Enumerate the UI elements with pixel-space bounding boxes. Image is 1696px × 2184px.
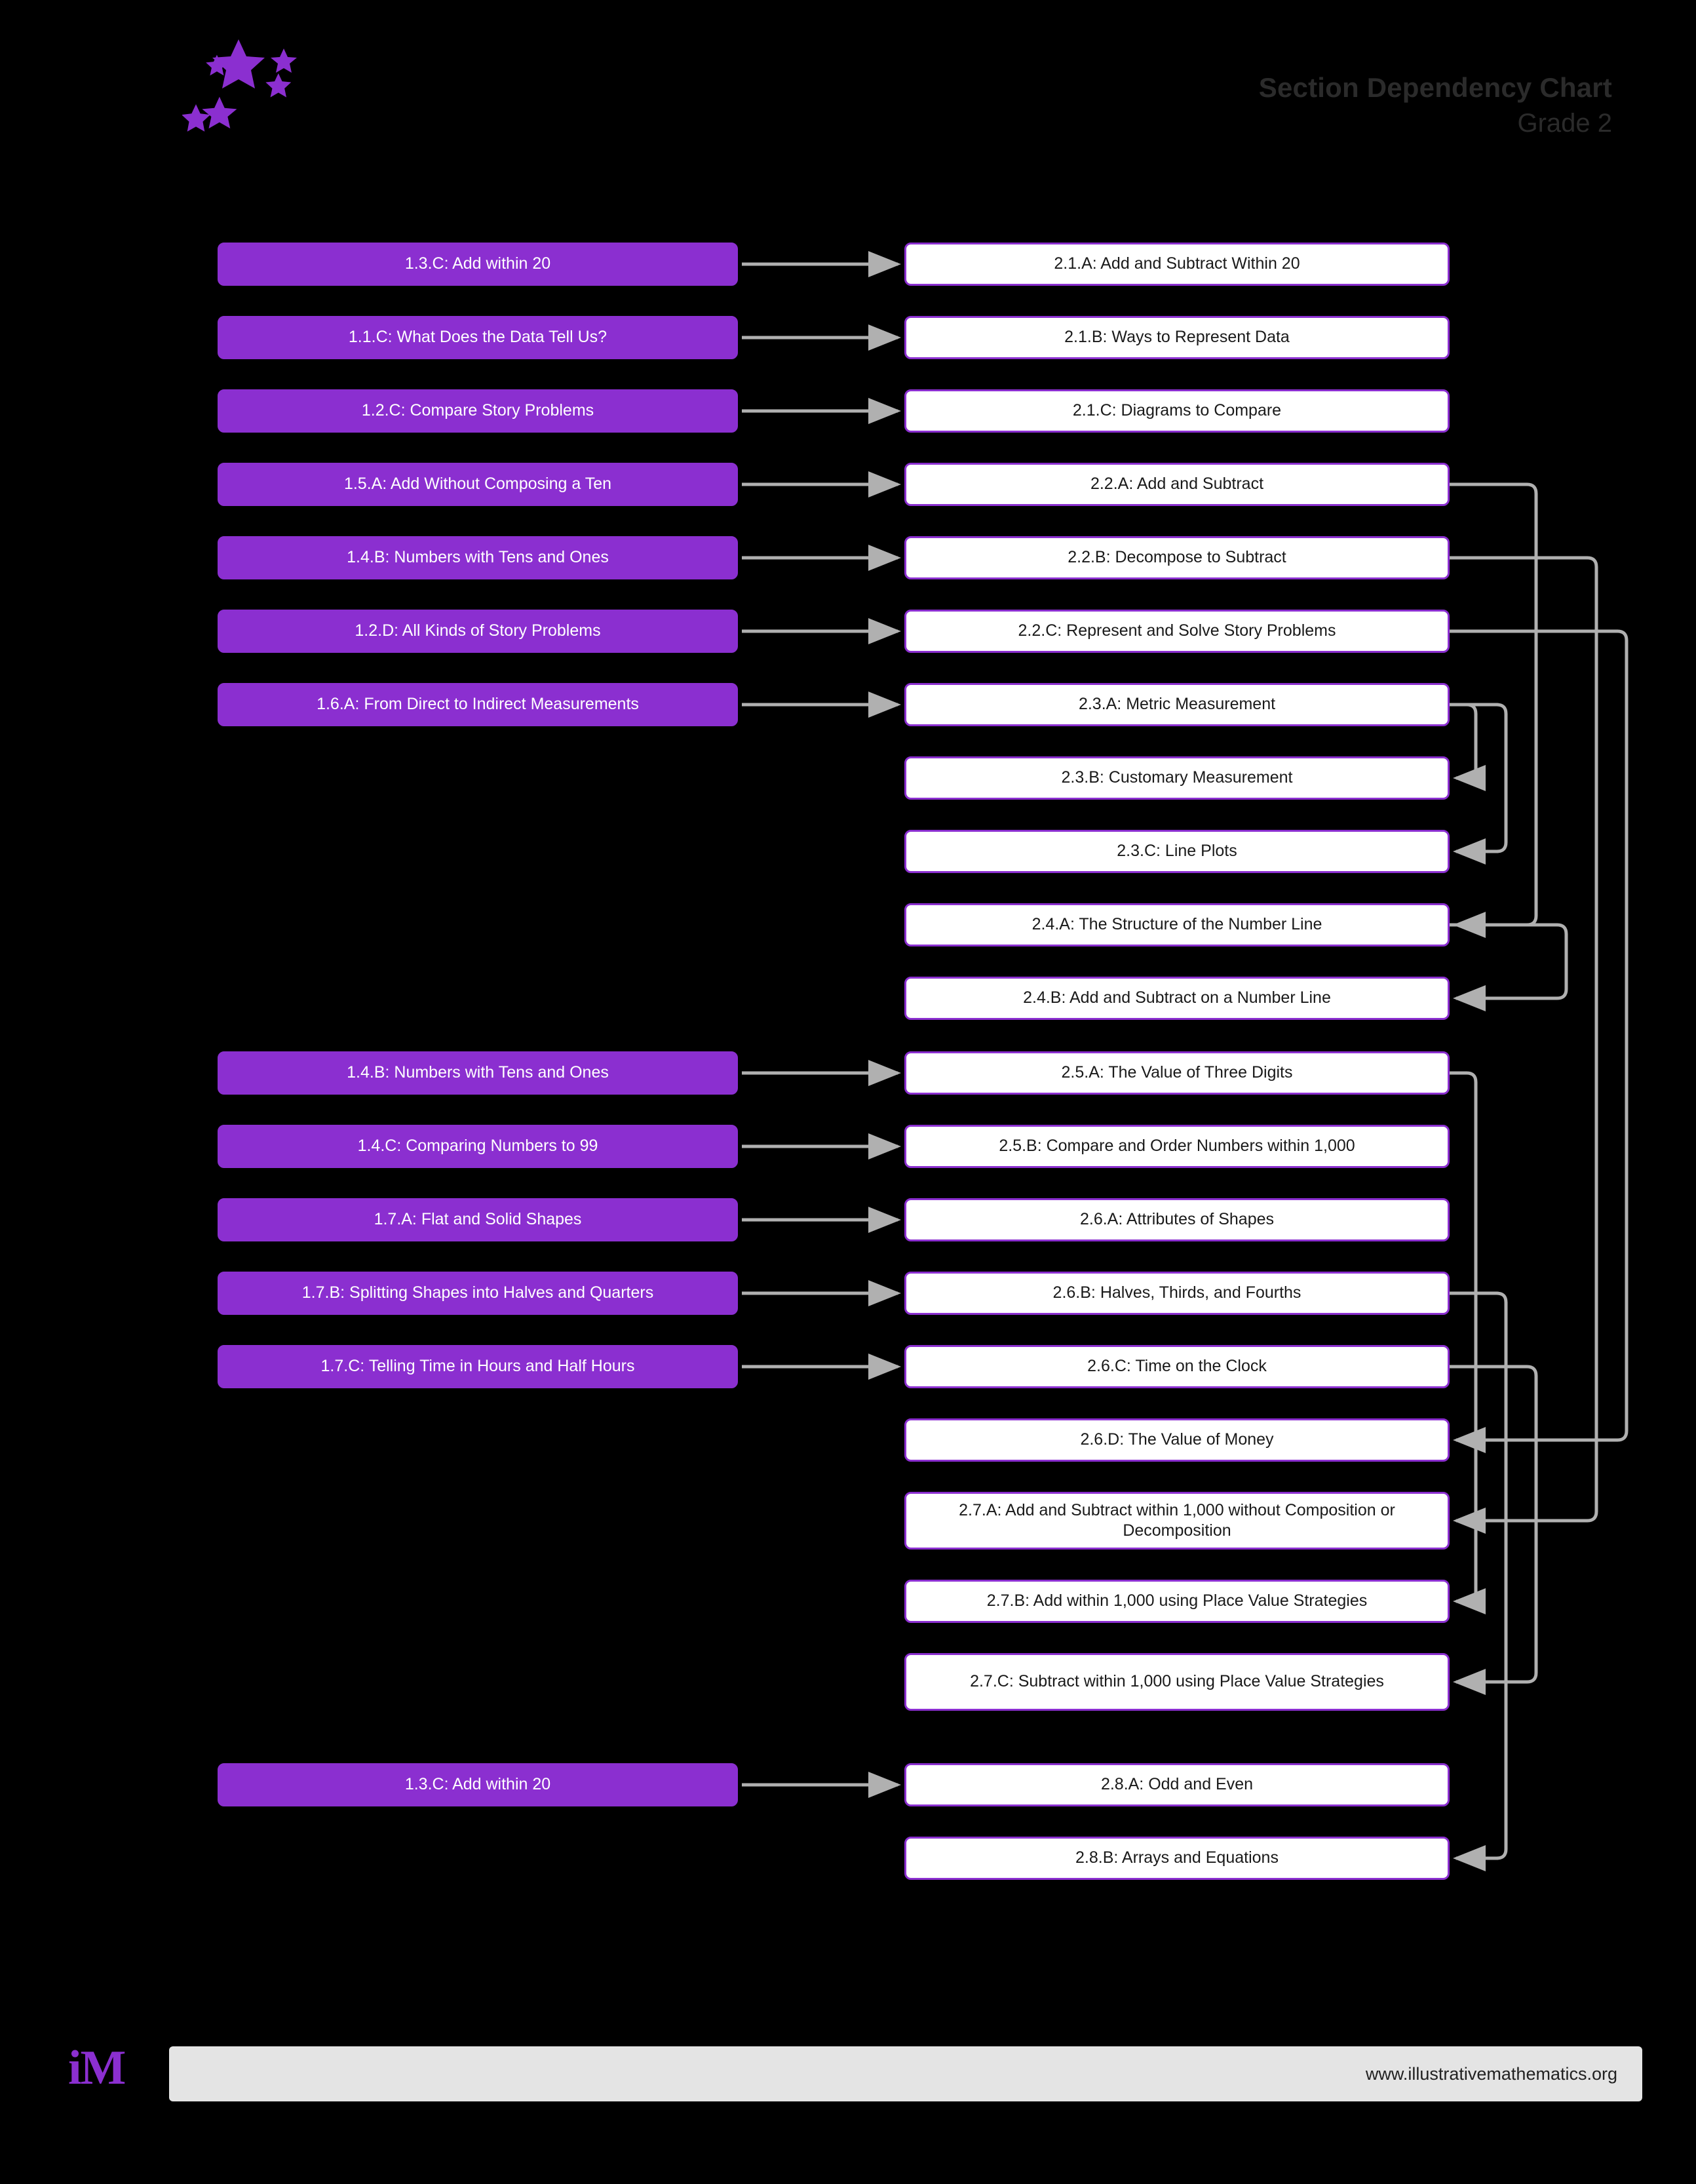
node-label: 1.2.C: Compare Story Problems xyxy=(361,401,594,420)
section-node[interactable] xyxy=(904,316,1450,359)
section-node[interactable] xyxy=(904,977,1450,1020)
page-title: Section Dependency Chart xyxy=(1258,72,1612,103)
dependency-arrow xyxy=(1450,1073,1476,1601)
section-node[interactable] xyxy=(904,463,1450,506)
node-label: 1.7.A: Flat and Solid Shapes xyxy=(374,1210,582,1229)
section-node[interactable] xyxy=(904,903,1450,946)
section-node[interactable] xyxy=(904,1837,1450,1880)
dependency-arrow xyxy=(1450,925,1566,998)
node-label: 1.4.B: Numbers with Tens and Ones xyxy=(347,548,609,567)
node-label: 2.7.B: Add within 1,000 using Place Value Strategies xyxy=(986,1591,1368,1610)
node-label: 2.4.B: Add and Subtract on a Number Line xyxy=(1023,988,1331,1007)
node-label: 1.4.B: Numbers with Tens and Ones xyxy=(347,1063,609,1082)
section-node[interactable] xyxy=(904,1272,1450,1315)
prerequisite-node[interactable] xyxy=(218,463,738,506)
im-logo-text: iM xyxy=(68,2041,125,2095)
dependency-arrow xyxy=(1450,705,1506,851)
section-node[interactable] xyxy=(904,610,1450,653)
section-node[interactable] xyxy=(904,830,1450,873)
prerequisite-node[interactable] xyxy=(218,1763,738,1806)
dependency-arrow xyxy=(1450,558,1596,1521)
node-label: 2.8.B: Arrays and Equations xyxy=(1075,1848,1279,1867)
node-label: 2.3.B: Customary Measurement xyxy=(1061,768,1293,787)
node-label: 2.8.A: Odd and Even xyxy=(1100,1775,1254,1794)
section-node[interactable] xyxy=(904,1580,1450,1623)
prerequisite-node[interactable] xyxy=(218,1345,738,1388)
dependency-arrow xyxy=(1450,1293,1506,1858)
node-label: 1.5.A: Add Without Composing a Ten xyxy=(343,475,612,494)
prerequisite-node[interactable] xyxy=(218,243,738,286)
section-node[interactable] xyxy=(904,536,1450,579)
section-node[interactable] xyxy=(904,683,1450,726)
node-label: 2.5.B: Compare and Order Numbers within 1,000 xyxy=(999,1137,1355,1156)
dependency-arrow xyxy=(1450,1367,1536,1682)
node-label: 2.1.B: Ways to Represent Data xyxy=(1064,328,1290,347)
node-label: 1.6.A: From Direct to Indirect Measurements xyxy=(317,695,639,714)
node-label: 2.5.A: The Value of Three Digits xyxy=(1061,1063,1293,1082)
node-label: 2.7.A: Add and Subtract within 1,000 without Composition or Decomposition xyxy=(959,1500,1395,1540)
node-label: 1.4.C: Comparing Numbers to 99 xyxy=(357,1137,598,1156)
section-node[interactable] xyxy=(904,389,1450,433)
node-label: 2.1.A: Add and Subtract Within 20 xyxy=(1054,254,1300,273)
node-label: 2.2.A: Add and Subtract xyxy=(1090,475,1264,494)
dependency-arrow xyxy=(1450,705,1476,778)
section-node[interactable] xyxy=(904,1051,1450,1095)
node-label: 1.7.C: Telling Time in Hours and Half Hours xyxy=(320,1357,635,1376)
prerequisite-node[interactable] xyxy=(218,1125,738,1168)
section-node[interactable] xyxy=(904,1653,1450,1711)
prerequisite-node[interactable] xyxy=(218,316,738,359)
section-node[interactable] xyxy=(904,1345,1450,1388)
prerequisite-node[interactable] xyxy=(218,683,738,726)
section-node[interactable] xyxy=(904,243,1450,286)
node-label: 1.3.C: Add within 20 xyxy=(404,254,551,273)
dependency-arrow xyxy=(1450,484,1536,925)
prerequisite-node[interactable] xyxy=(218,1198,738,1241)
prerequisite-node[interactable] xyxy=(218,1272,738,1315)
node-label: 2.6.A: Attributes of Shapes xyxy=(1079,1210,1275,1229)
node-label: 2.6.D: The Value of Money xyxy=(1080,1430,1274,1449)
node-label: 1.3.C: Add within 20 xyxy=(404,1775,551,1794)
node-label: 2.2.B: Decompose to Subtract xyxy=(1068,548,1286,567)
page-subtitle: Grade 2 xyxy=(1517,109,1612,138)
section-node[interactable] xyxy=(904,1198,1450,1241)
node-label: 2.6.B: Halves, Thirds, and Fourths xyxy=(1052,1283,1301,1302)
section-node[interactable] xyxy=(904,756,1450,800)
footer-bar xyxy=(169,2046,1642,2101)
node-label: 2.3.A: Metric Measurement xyxy=(1078,695,1276,714)
node-label: 2.3.C: Line Plots xyxy=(1117,842,1237,861)
prerequisite-node[interactable] xyxy=(218,610,738,653)
im-logo xyxy=(68,2041,153,2103)
section-node[interactable] xyxy=(904,1492,1450,1550)
node-label: 1.1.C: What Does the Data Tell Us? xyxy=(348,328,607,347)
node-label: 1.2.D: All Kinds of Story Problems xyxy=(355,621,601,640)
node-label: 2.6.C: Time on the Clock xyxy=(1087,1357,1267,1376)
section-node[interactable] xyxy=(904,1418,1450,1462)
prerequisite-node[interactable] xyxy=(218,1051,738,1095)
node-label: 1.7.B: Splitting Shapes into Halves and Quarters xyxy=(301,1283,654,1302)
dependency-arrow xyxy=(1450,631,1627,1440)
prerequisite-node[interactable] xyxy=(218,389,738,433)
node-label: 2.4.A: The Structure of the Number Line xyxy=(1031,915,1322,934)
node-label: 2.1.C: Diagrams to Compare xyxy=(1072,401,1282,420)
section-node[interactable] xyxy=(904,1763,1450,1806)
section-node[interactable] xyxy=(904,1125,1450,1168)
website-url[interactable]: www.illustrativemathematics.org xyxy=(1365,2063,1617,2084)
stars-icon xyxy=(182,39,320,164)
node-label: 2.7.C: Subtract within 1,000 using Place Value Strategies xyxy=(970,1672,1384,1691)
node-label: 2.2.C: Represent and Solve Story Problems xyxy=(1018,621,1336,640)
prerequisite-node[interactable] xyxy=(218,536,738,579)
page-title-block xyxy=(1259,72,1612,139)
